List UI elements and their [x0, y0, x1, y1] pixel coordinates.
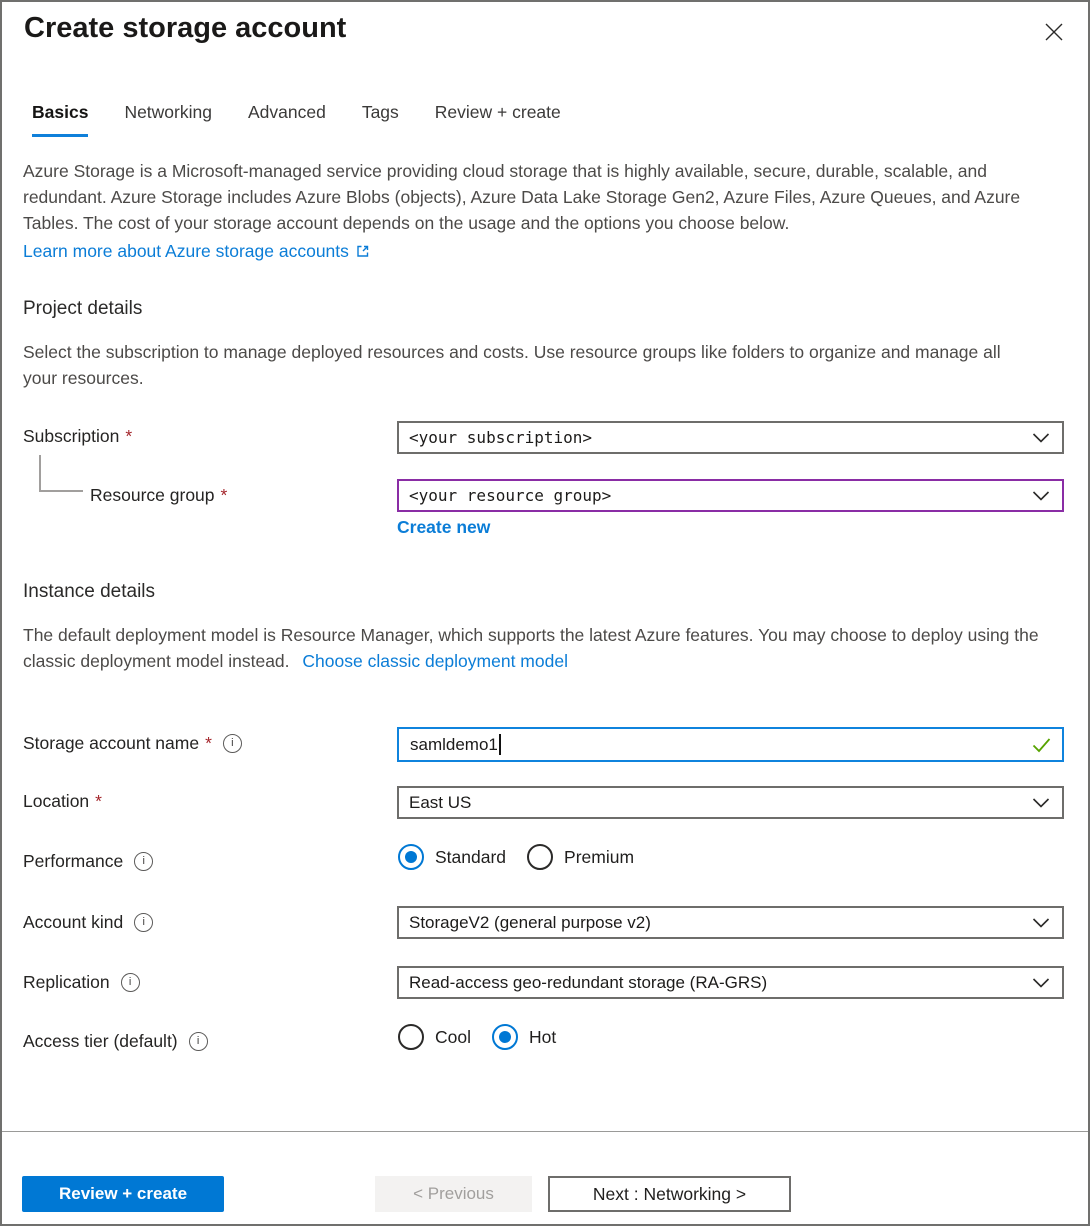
chevron-down-icon — [1032, 490, 1050, 501]
tab-bar — [32, 102, 561, 137]
next-networking-button[interactable]: Next : Networking > — [548, 1176, 791, 1212]
radio-label: Premium — [564, 846, 635, 867]
required-asterisk: * — [205, 733, 212, 753]
previous-button[interactable]: < Previous — [375, 1176, 532, 1212]
radio-button[interactable] — [527, 844, 553, 870]
project-details-heading: Project details — [23, 298, 143, 319]
footer-divider — [2, 1131, 1088, 1132]
location-label: Location * — [23, 791, 102, 811]
replication-label: Replication i — [23, 972, 140, 993]
resource-group-value: <your resource group> — [409, 486, 612, 505]
replication-value: Read-access geo-redundant storage (RA-GRS) — [409, 972, 768, 992]
chevron-down-icon — [1032, 432, 1050, 443]
radio-button[interactable] — [398, 1024, 424, 1050]
chevron-down-icon — [1032, 797, 1050, 808]
external-link-icon — [356, 244, 370, 258]
subscription-label: Subscription * — [23, 426, 133, 446]
page-title: Create storage account — [24, 12, 347, 44]
project-details-description: Select the subscription to manage deployed resources and costs. Use resource groups like folders to organize and manage all your resources. — [23, 342, 1001, 388]
radio-option-premium[interactable] — [527, 844, 634, 870]
performance-radio-group — [398, 844, 655, 870]
instance-details-heading: Instance details — [23, 581, 156, 602]
info-icon[interactable]: i — [134, 852, 153, 871]
performance-label: Performance i — [23, 851, 153, 872]
account-kind-label: Account kind i — [23, 912, 153, 933]
valid-check-icon — [1032, 737, 1051, 752]
tab-tags[interactable]: Tags — [361, 102, 399, 122]
required-asterisk: * — [95, 791, 102, 811]
radio-option-standard[interactable] — [398, 844, 506, 870]
info-icon[interactable]: i — [134, 913, 153, 932]
tree-connector-vertical — [39, 455, 41, 492]
radio-button[interactable] — [398, 844, 424, 870]
resource-group-dropdown[interactable] — [397, 479, 1064, 512]
radio-label: Standard — [435, 846, 507, 867]
tab-advanced[interactable]: Advanced — [247, 102, 326, 122]
info-icon[interactable]: i — [189, 1032, 208, 1051]
account-kind-value: StorageV2 (general purpose v2) — [409, 912, 651, 932]
storage-account-name-value: samldemo1 — [410, 734, 498, 754]
location-value: East US — [409, 792, 472, 812]
info-icon[interactable]: i — [223, 734, 242, 753]
text-cursor — [499, 734, 501, 755]
create-new-link[interactable]: Create new — [397, 517, 491, 537]
tab-review-create[interactable]: Review + create — [434, 102, 561, 122]
tree-connector-horizontal — [39, 490, 83, 492]
radio-option-cool[interactable] — [398, 1024, 471, 1050]
tab-basics[interactable]: Basics — [32, 102, 88, 137]
classic-deployment-link[interactable]: Choose classic deployment model — [302, 651, 568, 671]
replication-dropdown[interactable] — [397, 966, 1064, 999]
radio-label: Hot — [529, 1026, 557, 1047]
learn-more-link[interactable]: Learn more about Azure storage accounts — [23, 241, 349, 261]
storage-account-name-label: Storage account name * i — [23, 733, 242, 754]
account-kind-dropdown[interactable] — [397, 906, 1064, 939]
storage-account-name-input[interactable] — [397, 727, 1064, 762]
subscription-value: <your subscription> — [409, 428, 593, 447]
radio-option-hot[interactable] — [492, 1024, 556, 1050]
close-icon[interactable] — [1040, 18, 1068, 46]
instance-details-description: The default deployment model is Resource Manager, which supports the latest Azure features. You may choose to deploy using the classic deployment model instead. Choose classic deployment model — [23, 625, 1039, 671]
resource-group-label: Resource group * — [90, 485, 228, 505]
location-dropdown[interactable] — [397, 786, 1064, 819]
subscription-dropdown[interactable] — [397, 421, 1064, 454]
tab-networking[interactable]: Networking — [124, 102, 212, 122]
access-tier-label: Access tier (default) i — [23, 1031, 208, 1052]
required-asterisk: * — [220, 485, 228, 505]
radio-button[interactable] — [492, 1024, 518, 1050]
radio-label: Cool — [435, 1026, 471, 1047]
info-icon[interactable]: i — [121, 973, 140, 992]
intro-section — [23, 158, 1073, 264]
required-asterisk: * — [125, 426, 133, 446]
access-tier-radio-group — [398, 1024, 577, 1050]
intro-text: Azure Storage is a Microsoft-managed service providing cloud storage that is highly available, secure, durable, scalable, and redundant. Azure Storage includes Azure Blobs (objects), Azure Data Lake Storage Gen2, Azure Files, Azure Queues, and Azure Tables. The cost of your storage account depends on the usage and the options you choose below. — [23, 161, 1021, 233]
chevron-down-icon — [1032, 977, 1050, 988]
review-create-button[interactable]: Review + create — [22, 1176, 224, 1212]
chevron-down-icon — [1032, 917, 1050, 928]
